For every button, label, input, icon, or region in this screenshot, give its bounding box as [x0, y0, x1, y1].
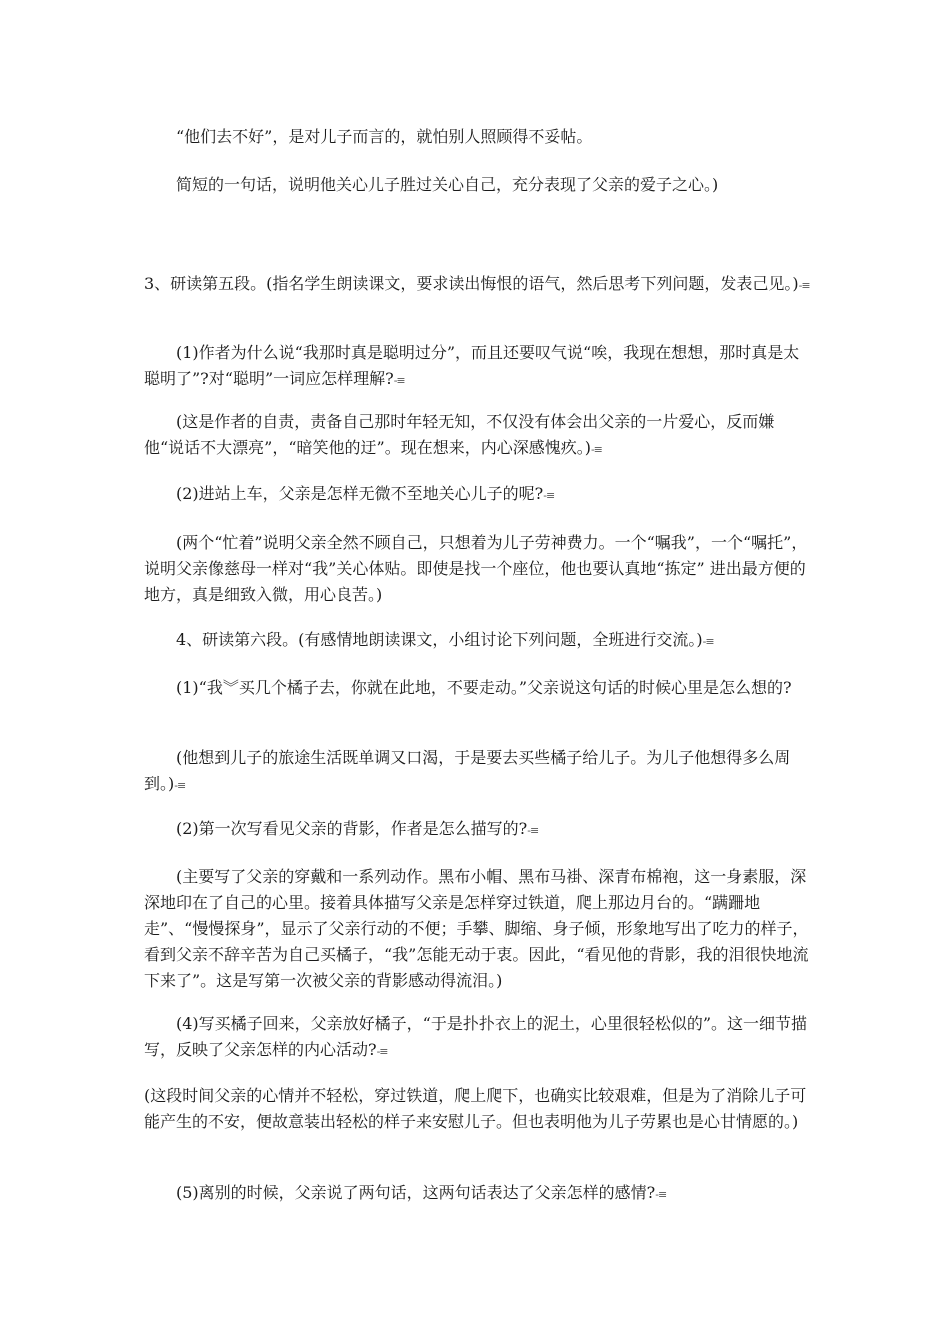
section-heading-3: 3、研读第五段。(指名学生朗读课文，要求读出悔恨的语气，然后思考下列问题，发表己见。)-≡ — [144, 274, 810, 293]
paragraph-mark: -≡ — [174, 779, 186, 792]
answer-6-1: (他想到儿子的旅途生活既单调又口渴，于是要去买些橘子给儿子。为儿子他想得多么周到。)-≡ — [144, 748, 791, 793]
question-6-2: (2)第一次写看见父亲的背影，作者是怎么描写的?-≡ — [176, 819, 539, 838]
paragraph-mark: -≡ — [376, 1045, 388, 1058]
answer-6-4: (这段时间父亲的心情并不轻松，穿过铁道，爬上爬下，也确实比较艰难，但是为了消除儿子可能产生的不安，便故意装出轻松的样子来安慰儿子。但也表明他为儿子劳累也是心甘情愿的。) — [144, 1086, 807, 1131]
question-5-2: (2)进站上车，父亲是怎样无微不至地关心儿子的呢?-≡ — [176, 484, 555, 503]
question-6-4: (4)写买橘子回来，父亲放好橘子，“于是扑扑衣上的泥土，心里很轻松似的”。这一细节描写，反映了父亲怎样的内心活动?-≡ — [144, 1014, 808, 1059]
paragraph-mark: -≡ — [590, 443, 602, 456]
answer-5-2: (两个“忙着”说明父亲全然不顾自己，只想着为儿子劳神费力。一个“嘱我”，一个“嘱托”，说明父亲像慈母一样对“我”关心体贴。即使是找一个座位，他也要认真地“拣定” 进出最方便的地方，真是细致入微，用心良苦。) — [144, 533, 808, 604]
paragraph-explanation-1: “他们去不好”，是对儿子而言的，就怕别人照顾得不妥帖。 — [176, 127, 593, 146]
paragraph-mark: -≡ — [655, 1188, 667, 1201]
question-5-1: (1)作者为什么说“我那时真是聪明过分”，而且还要叹气说“唉，我现在想想，那时真是太聪明了”?对“聪明”一词应怎样理解?-≡ — [144, 343, 800, 388]
paragraph-explanation-2: 简短的一句话，说明他关心儿子胜过关心自己，充分表现了父亲的爱子之心。) — [176, 175, 719, 194]
paragraph-mark: -≡ — [393, 374, 405, 387]
paragraph-mark: -≡ — [798, 279, 810, 292]
paragraph-mark: -≡ — [543, 489, 555, 502]
question-6-5: (5)离别的时候，父亲说了两句话，这两句话表达了父亲怎样的感情?-≡ — [176, 1183, 667, 1202]
answer-6-2: (主要写了父亲的穿戴和一系列动作。黑布小帽、黑布马褂、深青布棉袍，这一身素服，深深地印在了自己的心里。接着具体描写父亲是怎样穿过铁道，爬上那边月台的。“蹒跚地走”、“慢慢探身”，显示了父亲行动的不便；手攀、脚缩、身子倾，形象地写出了吃力的样子，看到父亲不辞辛苦为自己买橘子，“我”怎能无动于衷。因此，“看见他的背影，我的泪很快地流下来了”。这是写第一次被父亲的背影感动得流泪。) — [144, 867, 809, 990]
question-6-1: (1)“我︾买几个橘子去，你就在此地，不要走动。”父亲说这句话的时候心里是怎么想的? — [176, 678, 792, 697]
paragraph-mark: -≡ — [702, 635, 714, 648]
answer-5-1: (这是作者的自责，责备自己那时年轻无知，不仅没有体会出父亲的一片爱心，反而嫌他“说话不大漂亮”，“暗笑他的迂”。现在想来，内心深感愧疚。)-≡ — [144, 412, 775, 457]
paragraph-mark: -≡ — [527, 824, 539, 837]
section-heading-4: 4、研读第六段。(有感情地朗读课文，小组讨论下列问题，全班进行交流。)-≡ — [176, 630, 714, 649]
